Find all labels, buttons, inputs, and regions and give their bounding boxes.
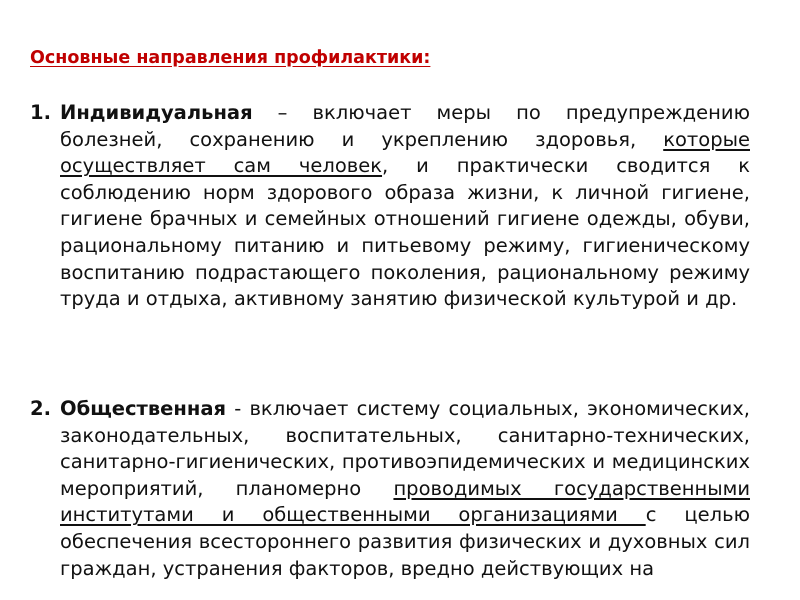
text-segment: , и практически сводится к соблюдению норм здорового образа жизни, к личной гигиене, гигиене брачных и семейных отношений гигиене одежды, обуви, рациональному питанию и питьевому режиму, гигиеническому воспитанию подрастающего поколения, рациональному режиму труда и отдыха, активному занятию физической культурой и др. bbox=[60, 154, 750, 311]
list-item-text bbox=[60, 100, 750, 313]
list-item-public bbox=[30, 396, 750, 582]
underlined-phrase: проводимых государственными институтами и общественными организациями bbox=[60, 476, 750, 527]
list-item-number: 2. bbox=[30, 397, 51, 420]
slide-title: Основные направления профилактики: bbox=[30, 48, 431, 68]
term-individual: Индивидуальная bbox=[60, 101, 253, 124]
text-segment: – включает меры по предупреждению болезней, сохранению и укреплению здоровья, bbox=[60, 101, 750, 151]
list-item-text bbox=[60, 396, 750, 582]
text-segment: с целью обеспечения всестороннего развития физических и духовных сил граждан, устранения факторов, вредно действующих на bbox=[60, 503, 750, 580]
underlined-phrase: которые осуществляет сам человек bbox=[60, 127, 750, 178]
text-segment: - включает систему социальных, экономических, законодательных, воспитательных, санитарно-технических, санитарно-гигиенических, противоэпидемических и медицинских мероприятий, планомерно bbox=[60, 397, 750, 500]
term-public: Общественная bbox=[60, 397, 227, 420]
list-item-individual bbox=[30, 100, 750, 313]
list-item-number: 1. bbox=[30, 101, 51, 124]
